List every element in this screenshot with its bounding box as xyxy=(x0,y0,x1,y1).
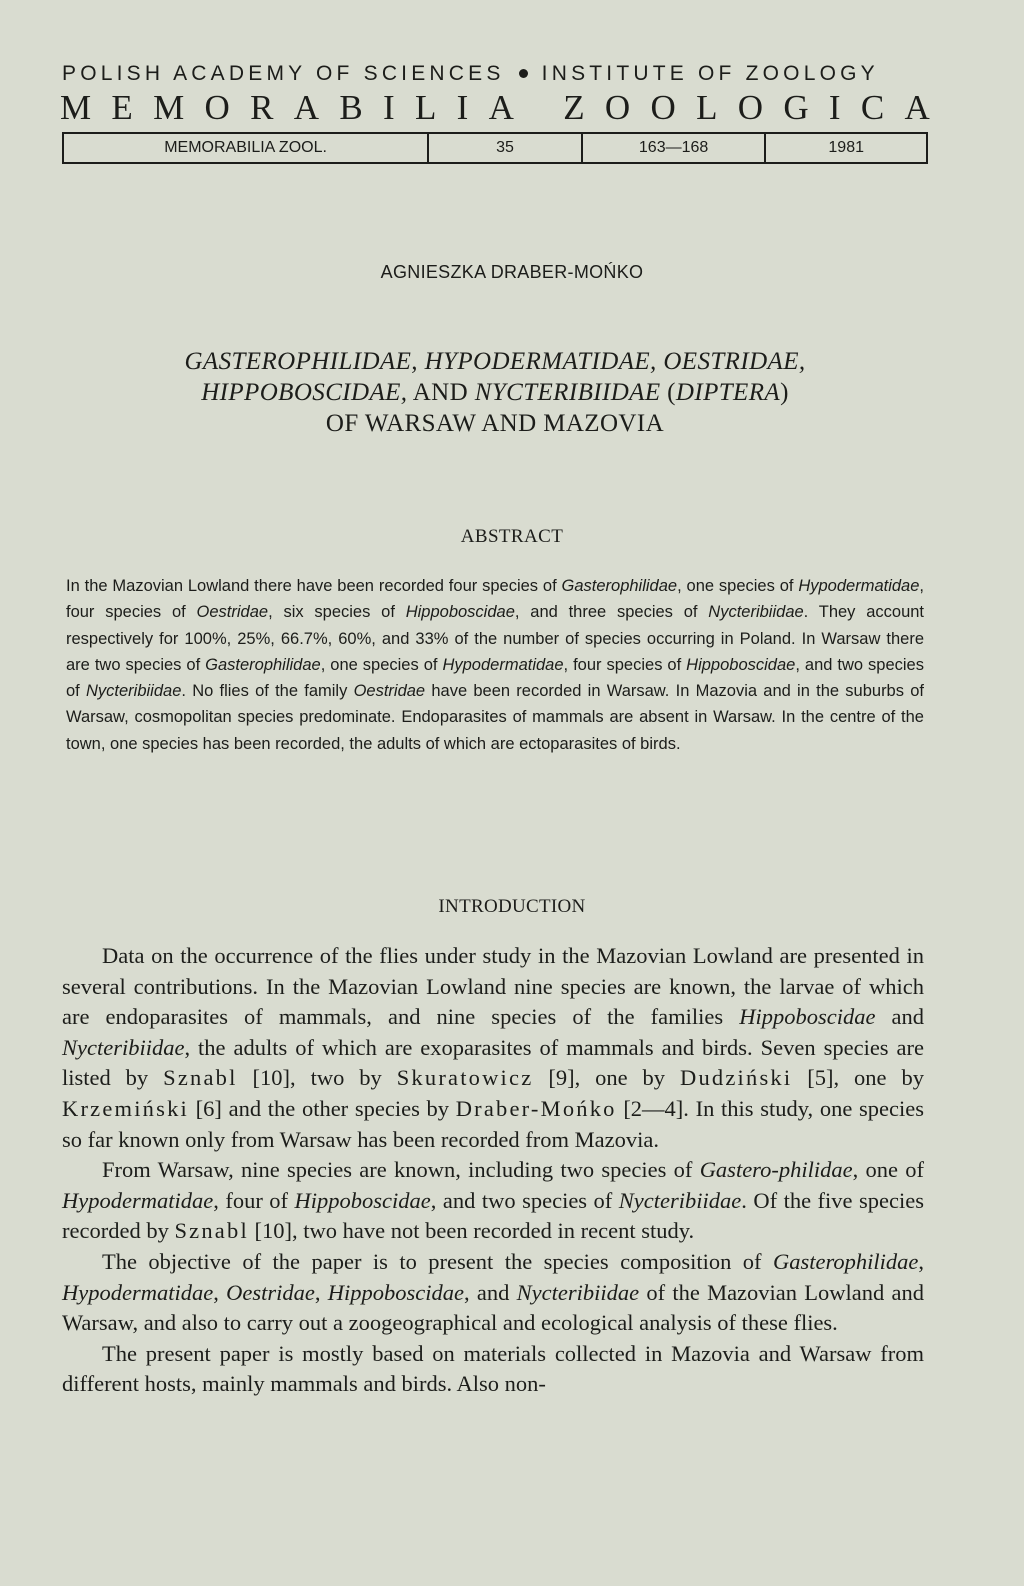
journal-title-letter: I xyxy=(828,88,841,127)
publisher-line xyxy=(62,62,928,86)
text: The present paper is mostly based on materials collected in Mazovia and Warsaw from different hosts, mainly mammals and birds. Also non- xyxy=(62,1340,924,1397)
abstract-heading: ABSTRACT xyxy=(460,526,564,547)
journal-title-letter: I xyxy=(456,88,469,127)
introduction-body xyxy=(62,941,924,1400)
journal-title-letter: A xyxy=(293,88,320,127)
taxon: Gasterophilidae xyxy=(205,655,321,674)
journal-title-letter: A xyxy=(904,88,930,127)
paper-title xyxy=(62,346,928,439)
text: . They account respectively for 100%, 25%, 66.7%, 60%, and 33% of the number of species occurring in Poland. In Warsaw there are two species of xyxy=(66,603,925,674)
text: , and two species of xyxy=(430,1187,619,1213)
title-family-nycteribiidae: NYCTERIBIIDAE xyxy=(474,379,661,406)
journal-title-letter: M xyxy=(60,88,92,127)
text: , one species of xyxy=(677,577,799,595)
abstract-text xyxy=(66,573,924,757)
taxon: Hypodermatidae xyxy=(798,577,920,595)
text: Data on the occurrence of the flies under study in the Mazovian Lowland are presented in several contributions. In the Mazovian Lowland nine species are known, the larvae of which are endoparasites of mammals, and nine species of the families xyxy=(62,943,924,1030)
text: , one species of xyxy=(320,655,443,674)
author-name: AGNIESZKA DRABER-MOŃKO xyxy=(380,262,644,282)
text: , xyxy=(213,1279,227,1305)
taxon: Hypodermatidae xyxy=(62,1187,214,1213)
text: [10], two have not been recorded in recent study. xyxy=(248,1218,695,1244)
taxon: Gastero-philidae xyxy=(699,1157,853,1183)
taxon: Nycteribiidae xyxy=(618,1187,742,1213)
journal-title-letter: C xyxy=(860,88,885,127)
journal-title-letter: B xyxy=(339,88,363,127)
taxon: Hypodermatidae xyxy=(442,655,564,674)
text: [9], one by xyxy=(533,1065,681,1091)
text: [2—4]. In this study, one species so far known only from Warsaw has been recorded from Mazovia. xyxy=(62,1095,924,1152)
taxon: Oestridae xyxy=(196,603,269,622)
academy-name: POLISH ACADEMY OF SCIENCES xyxy=(62,62,505,85)
journal-title-letter: A xyxy=(488,88,514,127)
cited-author: Krzemiński xyxy=(62,1095,189,1121)
volume-number: 35 xyxy=(427,134,581,162)
journal-title-letter: L xyxy=(414,88,437,127)
taxon: Gasterophilidae xyxy=(561,577,678,595)
text: , and two species of xyxy=(66,655,924,701)
journal-title-letter: O xyxy=(650,88,676,127)
paragraph-1 xyxy=(62,941,924,1155)
text: , four of xyxy=(213,1187,295,1213)
title-text: AND xyxy=(407,379,475,406)
text: , one of xyxy=(852,1157,924,1183)
text: , and xyxy=(463,1279,517,1305)
text: [10], two by xyxy=(237,1065,397,1091)
paragraph-3 xyxy=(62,1247,924,1339)
title-line-3: OF WARSAW AND MAZOVIA xyxy=(325,410,665,437)
cited-author: Draber-Mońko xyxy=(455,1095,617,1121)
text: The objective of the paper is to present the species composition of xyxy=(102,1248,773,1274)
title-line-1: GASTEROPHILIDAE, HYPODERMATIDAE, OESTRIDAE, xyxy=(184,348,806,375)
title-text: ) xyxy=(780,379,789,406)
introduction-heading: INTRODUCTION xyxy=(438,896,586,917)
journal-title-letter: L xyxy=(696,88,718,127)
text: [6] and the other species by xyxy=(188,1095,456,1121)
text: , xyxy=(314,1279,328,1305)
text: , six species of xyxy=(268,603,406,622)
taxon: Hypodermatidae xyxy=(62,1279,214,1305)
paragraph-2 xyxy=(62,1155,924,1247)
text: , and three species of xyxy=(514,603,709,622)
text: , xyxy=(918,1248,924,1274)
cited-author: Dudziński xyxy=(680,1065,793,1091)
taxon: Hippoboscidae xyxy=(686,655,796,674)
text: [5], one by xyxy=(792,1065,924,1091)
journal-title-letter: R xyxy=(250,88,274,127)
cited-author: Sznabl xyxy=(163,1065,238,1091)
title-text: ( xyxy=(660,379,676,406)
cited-author: Sznabl xyxy=(174,1218,249,1244)
journal-abbrev: MEMORABILIA ZOOL. xyxy=(164,139,327,156)
journal-title-letter: O xyxy=(204,88,230,127)
text: , four species of xyxy=(66,577,924,622)
journal-title-letter: E xyxy=(111,88,133,127)
title-family-hippoboscidae: HIPPOBOSCIDAE, xyxy=(201,379,408,406)
journal-title xyxy=(60,88,930,128)
text: From Warsaw, nine species are known, including two species of xyxy=(102,1157,700,1183)
taxon: Nycteribiidae xyxy=(62,1034,185,1060)
text: . Of the five species recorded by xyxy=(62,1187,925,1244)
cited-author: Skuratowicz xyxy=(396,1065,534,1091)
page-range: 163—168 xyxy=(581,134,765,162)
taxon: Nycteribiidae xyxy=(708,603,804,622)
text: , the adults of which are exoparasites of mammals and birds. Seven species are listed by xyxy=(62,1034,924,1091)
journal-title-letter xyxy=(534,88,543,128)
text: and xyxy=(875,1004,924,1030)
text: of the Mazovian Lowland and Warsaw, and also to carry out a zoogeographical and ecological analysis of these flies. xyxy=(62,1279,925,1336)
taxon: Nycteribiidae xyxy=(516,1279,640,1305)
year: 1981 xyxy=(764,134,926,162)
text: have been recorded in Warsaw. In Mazovia and in the suburbs of Warsaw, cosmopolitan species predominate. Endoparasites of mammals are absent in Warsaw. In the centre of the town, one species has been recorded, the adults of which are ectoparasites of birds. xyxy=(66,682,924,753)
taxon: Oestridae xyxy=(353,682,426,701)
taxon: Gasterophilidae xyxy=(772,1248,919,1274)
text: . No flies of the family xyxy=(181,682,354,701)
journal-title-letter: I xyxy=(383,88,395,127)
journal-title-letter: M xyxy=(153,88,185,127)
bullet-icon xyxy=(519,69,528,78)
taxon: Nycteribiidae xyxy=(86,682,182,701)
citation-box xyxy=(62,134,928,164)
text: , four species of xyxy=(563,655,687,674)
taxon: Hippoboscidae xyxy=(739,1004,876,1030)
paragraph-4 xyxy=(62,1339,924,1400)
title-order: DIPTERA xyxy=(675,379,781,406)
journal-title-letter: O xyxy=(737,88,764,127)
journal-title-letter: G xyxy=(783,88,809,127)
taxon: Hippoboscidae xyxy=(405,603,515,622)
institute-name: INSTITUTE OF ZOOLOGY xyxy=(541,62,879,85)
taxon: Oestridae xyxy=(226,1279,315,1305)
taxon: Hippoboscidae xyxy=(294,1187,431,1213)
taxon: Hippoboscidae xyxy=(327,1279,464,1305)
journal-title-letter: O xyxy=(604,88,631,127)
journal-title-letter: Z xyxy=(563,88,585,127)
text: In the Mazovian Lowland there have been recorded four species of xyxy=(66,577,562,595)
